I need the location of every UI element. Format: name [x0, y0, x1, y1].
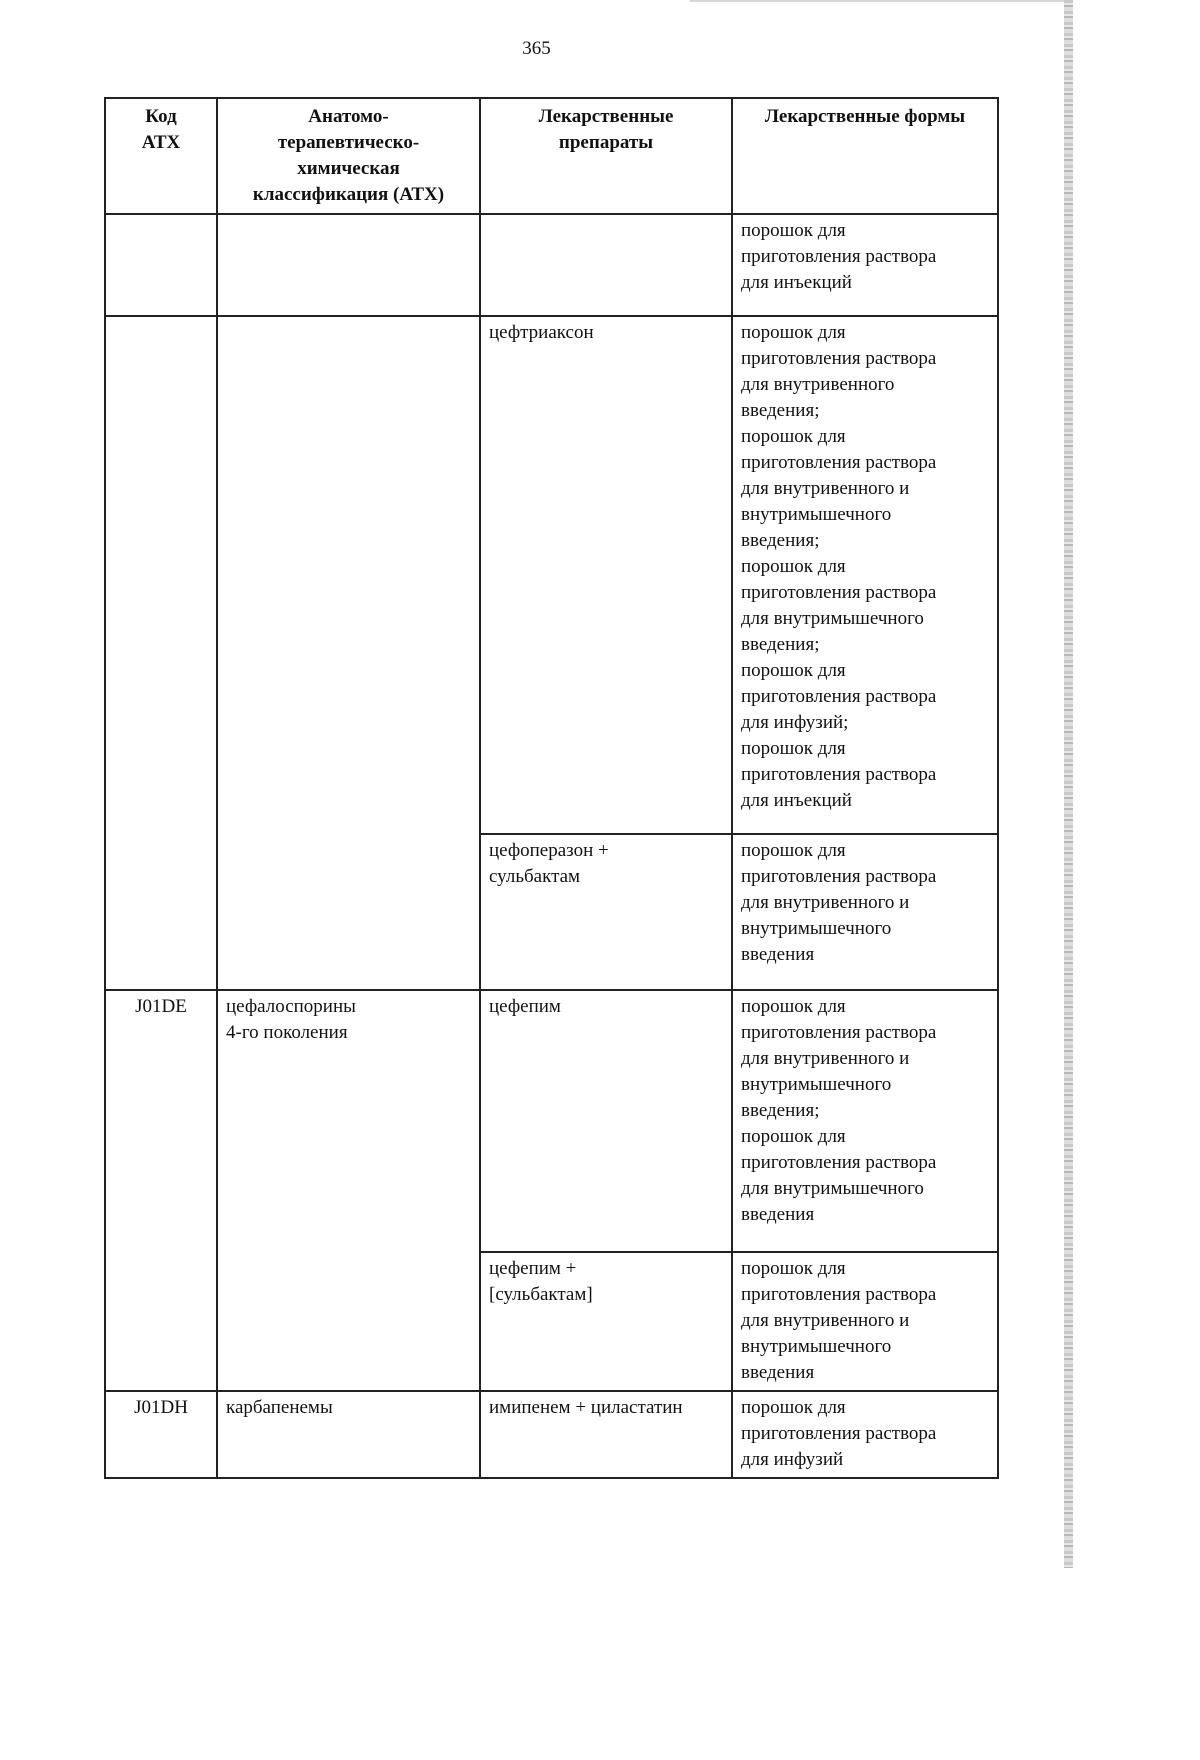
cell-class — [217, 214, 480, 316]
table-row — [105, 316, 998, 834]
cell-code — [105, 316, 217, 990]
header-code: Код АТХ — [105, 98, 217, 214]
table-row — [105, 1391, 998, 1478]
cell-code: J01DH — [105, 1391, 217, 1478]
cell-forms: порошок для приготовления раствора для внутривенного и внутримышечного введения; порошок для приготовления раствора для внутримышечного введения — [732, 990, 998, 1252]
table-row — [105, 214, 998, 316]
cell-forms: порошок для приготовления раствора для инфузий — [732, 1391, 998, 1478]
cell-drug: цефоперазон + сульбактам — [480, 834, 732, 990]
header-drugs: Лекарственные препараты — [480, 98, 732, 214]
page-number: 365 — [522, 38, 551, 59]
cell-drug: цефепим — [480, 990, 732, 1252]
cell-drug: цефепим + [сульбактам] — [480, 1252, 732, 1391]
table-header-row — [105, 98, 998, 214]
cell-class — [217, 316, 480, 990]
header-classification: Анатомо- терапевтическо- химическая классификация (АТХ) — [217, 98, 480, 214]
cell-forms: порошок для приготовления раствора для внутривенного и внутримышечного введения — [732, 1252, 998, 1391]
cell-forms: порошок для приготовления раствора для внутривенного и внутримышечного введения — [732, 834, 998, 990]
atc-drug-table — [104, 97, 999, 1479]
cell-drug — [480, 214, 732, 316]
cell-drug: цефтриаксон — [480, 316, 732, 834]
cell-class: цефалоспорины 4-го поколения — [217, 990, 480, 1391]
cell-forms: порошок для приготовления раствора для внутривенного введения; порошок для приготовления раствора для внутривенного и внутримышечного введения; порошок для приготовления раствора для внутримышечного введения; порошок для приготовления раствора для инфузий; порошок для приготовления раствора для инъекций — [732, 316, 998, 834]
table-row — [105, 990, 998, 1252]
header-forms: Лекарственные формы — [732, 98, 998, 214]
cell-code: J01DE — [105, 990, 217, 1391]
cell-drug: имипенем + циластатин — [480, 1391, 732, 1478]
scan-top-edge — [690, 0, 1073, 2]
cell-class: карбапенемы — [217, 1391, 480, 1478]
cell-code — [105, 214, 217, 316]
scan-right-edge — [1064, 0, 1073, 1568]
cell-forms: порошок для приготовления раствора для инъекций — [732, 214, 998, 316]
